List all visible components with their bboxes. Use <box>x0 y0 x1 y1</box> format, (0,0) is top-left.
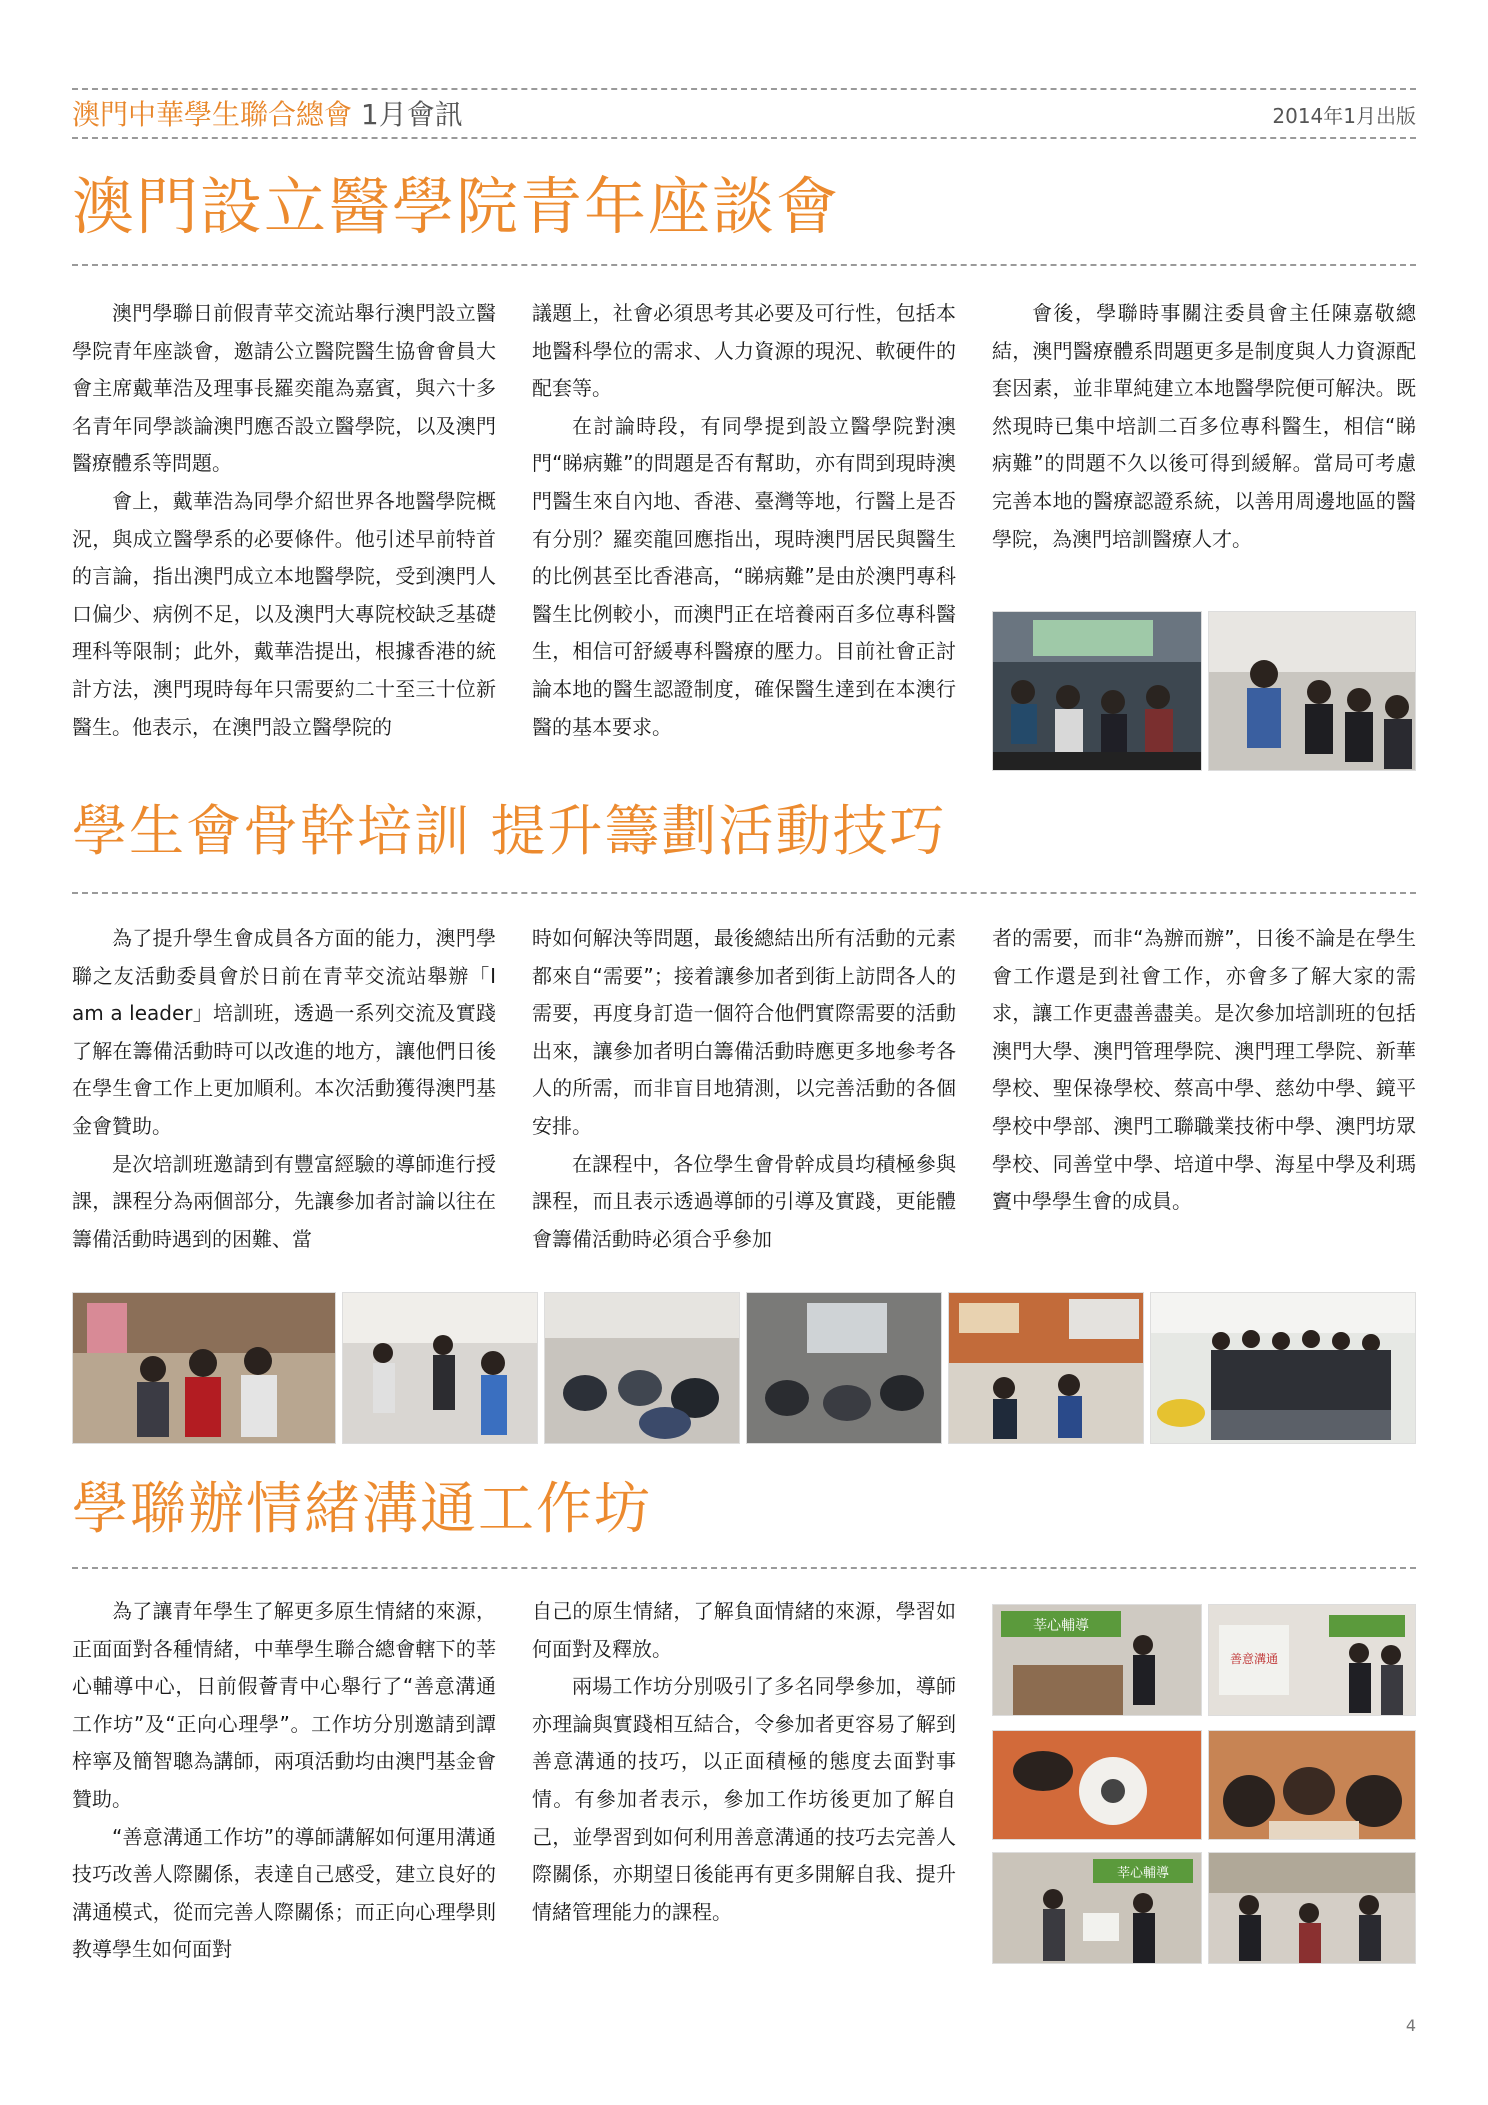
paragraph: 為了讓青年學生了解更多原生情緒的來源，正面面對各種情緒，中華學生聯合總會轄下的莘心輔導中心，日前假薈青中心舉行了“善意溝通工作坊”及“正向心理學”。工作坊分別邀請到譚梓寧及簡智聰為講師，兩項活動均由澳門基金會贊助。 <box>72 1599 496 1811</box>
header-dashed-rule <box>72 137 1416 139</box>
forum-photo-2 <box>1208 611 1416 771</box>
paragraph: 自己的原生情緒，了解負面情緒的來源，學習如何面對及釋放。 <box>532 1599 956 1661</box>
training-photo-4 <box>746 1292 942 1444</box>
board-text: 善意溝通 <box>1229 1652 1279 1666</box>
page-number: 4 <box>1405 2016 1416 2035</box>
section2-column-3 <box>992 920 1416 1221</box>
paragraph: 澳門學聯日前假青苹交流站舉行澳門設立醫學院青年座談會，邀請公立醫院醫生協會會員大會主席戴華浩及理事長羅奕龍為嘉賓，與六十多名青年同學談論澳門應否設立醫學院，以及澳門醫療體系等問題。 <box>72 301 496 476</box>
issue-month: 1月會訊 <box>352 98 463 131</box>
section1-column-1 <box>72 295 496 746</box>
section3-rule <box>72 1567 1416 1569</box>
section1-column-2 <box>532 295 956 746</box>
banner-text: 莘心輔導 <box>1033 1618 1089 1634</box>
banner-text: 莘心輔導 <box>1116 1866 1170 1881</box>
training-photo-3 <box>544 1292 740 1444</box>
workshop-photo-4 <box>1208 1730 1416 1840</box>
paragraph: 議題上，社會必須思考其必要及可行性，包括本地醫科學位的需求、人力資源的現況、軟硬件的配套等。 <box>532 301 956 401</box>
section1-rule <box>72 264 1416 266</box>
training-photo-1 <box>72 1292 336 1444</box>
training-photo-6 <box>1150 1292 1416 1444</box>
paragraph: 在課程中，各位學生會骨幹成員均積極參與課程，而且表示透過導師的引導及實踐，更能體會籌備活動時必須合乎參加 <box>532 1151 956 1251</box>
newsletter-title <box>72 97 463 133</box>
paragraph: 會後，學聯時事關注委員會主任陳嘉敬總結，澳門醫療體系問題更多是制度與人力資源配套因素，並非單純建立本地醫學院便可解決。既然現時已集中培訓二百多位專科醫生，相信“睇病難”的問題不久以後可得到緩解。當局可考慮完善本地的醫療認證系統，以善用周邊地區的醫學院，為澳門培訓醫療人才。 <box>992 301 1416 551</box>
paragraph: 者的需要，而非“為辦而辦”，日後不論是在學生會工作還是到社會工作，亦會多了解大家的需求，讓工作更盡善盡美。是次參加培訓班的包括澳門大學、澳門管理學院、澳門理工學院、新華學校、聖保祿學校、蔡高中學、慈幼中學、鏡平學校中學部、澳門工聯職業技術中學、澳門坊眾學校、同善堂中學、培道中學、海星中學及利瑪竇中學學生會的成員。 <box>992 926 1416 1214</box>
training-photo-2 <box>342 1292 538 1444</box>
issue-date: 2014年1月出版 <box>1272 104 1416 128</box>
section2-headline: 學生會骨幹培訓 提升籌劃活動技巧 <box>72 799 947 863</box>
section2-column-2 <box>532 920 956 1258</box>
section1-column-3 <box>992 295 1416 558</box>
workshop-photo-2 <box>1208 1604 1416 1716</box>
section2-column-1 <box>72 920 496 1258</box>
workshop-photo-1 <box>992 1604 1202 1716</box>
workshop-photo-5 <box>992 1852 1202 1964</box>
org-name: 澳門中華學生聯合總會 <box>72 98 353 131</box>
section3-headline: 學聯辦情緒溝通工作坊 <box>72 1477 652 1542</box>
workshop-photo-6 <box>1208 1852 1416 1964</box>
paragraph: “善意溝通工作坊”的導師講解如何運用溝通技巧改善人際關係，表達自己感受，建立良好的溝通模式，從而完善人際關係；而正向心理學則教導學生如何面對 <box>72 1824 496 1962</box>
paragraph: 為了提升學生會成員各方面的能力，澳門學聯之友活動委員會於日前在青苹交流站舉辦「I am a leader」培訓班，透過一系列交流及實踐了解在籌備活動時可以改進的地方，讓他們日後在學生會工作上更加順利。本次活動獲得澳門基金會贊助。 <box>72 926 496 1138</box>
section3-column-2 <box>532 1593 956 1931</box>
paragraph: 在討論時段，有同學提到設立醫學院對澳門“睇病難”的問題是否有幫助，亦有問到現時澳門醫生來自內地、香港、臺灣等地，行醫上是否有分別？羅奕龍回應指出，現時澳門居民與醫生的比例甚至比香港高，“睇病難”是由於澳門專科醫生比例較小，而澳門正在培養兩百多位專科醫生，相信可舒緩專科醫療的壓力。目前社會正討論本地的醫生認證制度，確保醫生達到在本澳行醫的基本要求。 <box>532 413 956 739</box>
section3-column-1 <box>72 1593 496 1969</box>
paragraph: 會上，戴華浩為同學介紹世界各地醫學院概況，與成立醫學系的必要條件。他引述早前特首的言論，指出澳門成立本地醫學院，受到澳門人口偏少、病例不足，以及澳門大專院校缺乏基礎理科等限制；此外，戴華浩提出，根據香港的統計方法，澳門現時每年只需要約二十至三十位新醫生。他表示，在澳門設立醫學院的 <box>72 488 496 739</box>
section2-rule <box>72 892 1416 894</box>
workshop-photo-3 <box>992 1730 1202 1840</box>
forum-photo-1 <box>992 611 1202 771</box>
top-dashed-rule <box>72 88 1416 90</box>
paragraph: 是次培訓班邀請到有豐富經驗的導師進行授課，課程分為兩個部分，先讓參加者討論以往在籌備活動時遇到的困難、當 <box>72 1151 496 1251</box>
paragraph: 兩場工作坊分別吸引了多名同學參加，導師亦理論與實踐相互結合，令參加者更容易了解到善意溝通的技巧，以正面積極的態度去面對事情。有參加者表示，參加工作坊後更加了解自己，並學習到如何利用善意溝通的技巧去完善人際關係，亦期望日後能再有更多開解自我、提升情緒管理能力的課程。 <box>532 1674 956 1924</box>
section1-headline: 澳門設立醫學院青年座談會 <box>72 170 841 243</box>
training-photo-5 <box>948 1292 1144 1444</box>
paragraph: 時如何解決等問題，最後總結出所有活動的元素都來自“需要”；接着讓參加者到街上訪問各人的需要，再度身訂造一個符合他們實際需要的活動出來，讓參加者明白籌備活動時應更多地參考各人的所需，而非盲目地猜測，以完善活動的各個安排。 <box>532 926 956 1138</box>
